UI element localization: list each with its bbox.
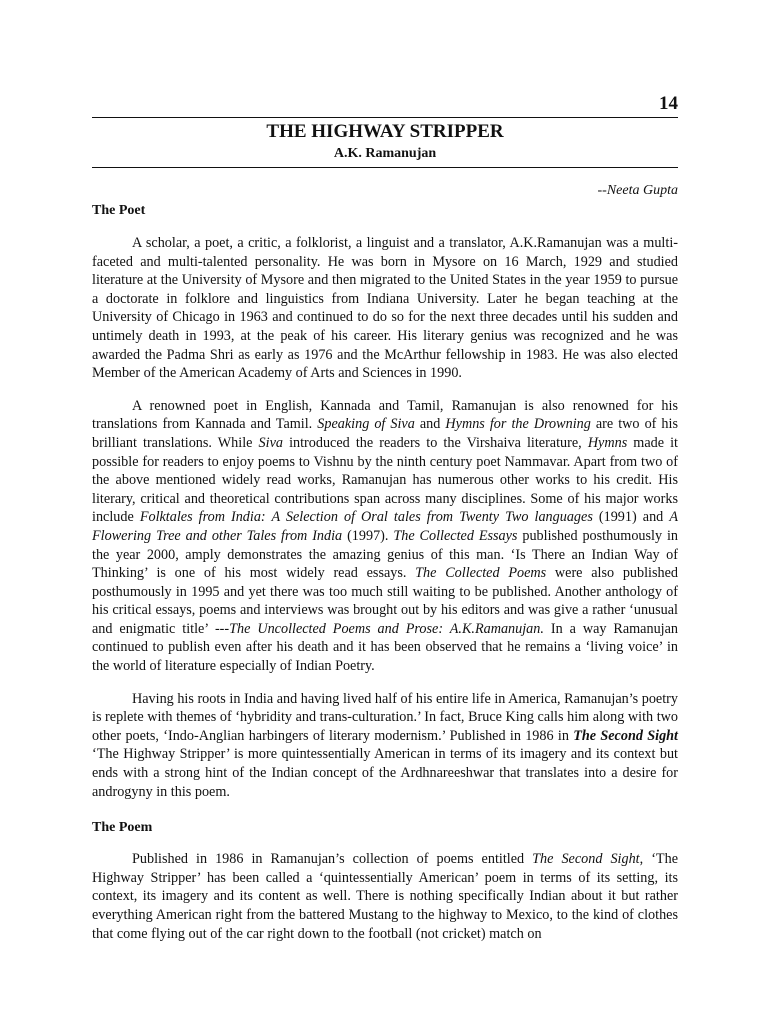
section-heading-poem: The Poem (92, 820, 153, 836)
article-author: A.K. Ramanujan (333, 146, 437, 161)
byline: --Neeta Gupta (597, 183, 678, 198)
section-heading-poet: The Poet (92, 203, 146, 218)
document-page (92, 92, 678, 943)
paragraph-2: A renowned poet in English, Kannada and Tamil, Ramanujan is also renowned for his translations from Kannada and Tamil. Speaking of Siva and Hymns for the Drowning are two of his brilliant translations. While Siva introduced the readers to the Virshaiva literature, Hymns made it possible for readers to enjoy poems to Vishnu by the ninth century poet Nammavar. Apart from two of the above mentioned widely read works, Ramanujan has numerous other works to his credit. His literary, critical and theoretical contributions span across many disciplines. Some of his major works include Folktales from India: A Selection of Oral tales from Twenty Two languages (1991) and A Flowering Tree and other Tales from India (1997). The Collected Essays published posthumously in the year 2000, amply demonstrates the amazing genius of this man. ‘Is There an Indian Way of Thinking’ is one of his most widely read essays. The Collected Poems were also published posthumously in 1995 and yet there was too much still waiting to be published. Another anthology of his critical essays, poems and interviews was brought out by his editors and was give a rather ‘unusual and enigmatic title’ ---The Uncollected Poems and Prose: A.K.Ramanujan. In a way Ramanujan continued to publish even after his death and it has been observed that he remains a ‘living voice’ in the world of literature especially of Indian Poetry. (92, 397, 679, 675)
paragraph-3: Having his roots in India and having lived half of his entire life in America, Ramanujan’s poetry is replete with themes of ‘hybridity and trans-culturation.’ In fact, Bruce King calls him along with two other poets, ‘Indo-Anglian harbingers of literary modernism.’ Published in 1986 in The Second Sight ‘The Highway Stripper’ is more quintessentially American in terms of its imagery and its context but ends with a strong hint of the Indian concept of the Ardhnareeshwar that translates into a desire for androgyny in this poem. (92, 690, 678, 800)
paragraph-4: Published in 1986 in Ramanujan’s collection of poems entitled The Second Sight, ‘The Highway Stripper’ has been called a ‘quintessentially American’ poem in terms of its setting, its context, its imagery and its content as well. There is nothing specifically Indian about it but rather everything American right from the battered Mustang to the highway to Mexico, to the kind of clothes that come flying out of the car right down to the football (not cricket) match on (92, 851, 678, 942)
title-rule (92, 167, 678, 168)
paragraph-1: A scholar, a poet, a critic, a folklorist, a linguist and a translator, A.K.Ramanujan was a multi-faceted and multi-talented personality. He was born in Mysore on 16 March, 1929 and studied literature at the University of Mysore and then migrated to the United States in the year 1959 to pursue a doctorate in folklore and linguistics from Indiana University. Later he began teaching at the University of Chicago in 1963 and continued to do so for the next three decades until his sudden and untimely death in 1993, at the peak of his career. His literary genius was recognized and he was awarded the Padma Shri as early as 1976 and the McArthur fellowship in 1983. He was also elected Member of the American Academy of Arts and Sciences in 1990. (92, 235, 678, 382)
page-number: 14 (659, 93, 678, 114)
article-title: THE HIGHWAY STRIPPER (266, 121, 504, 142)
top-rule (92, 117, 678, 118)
